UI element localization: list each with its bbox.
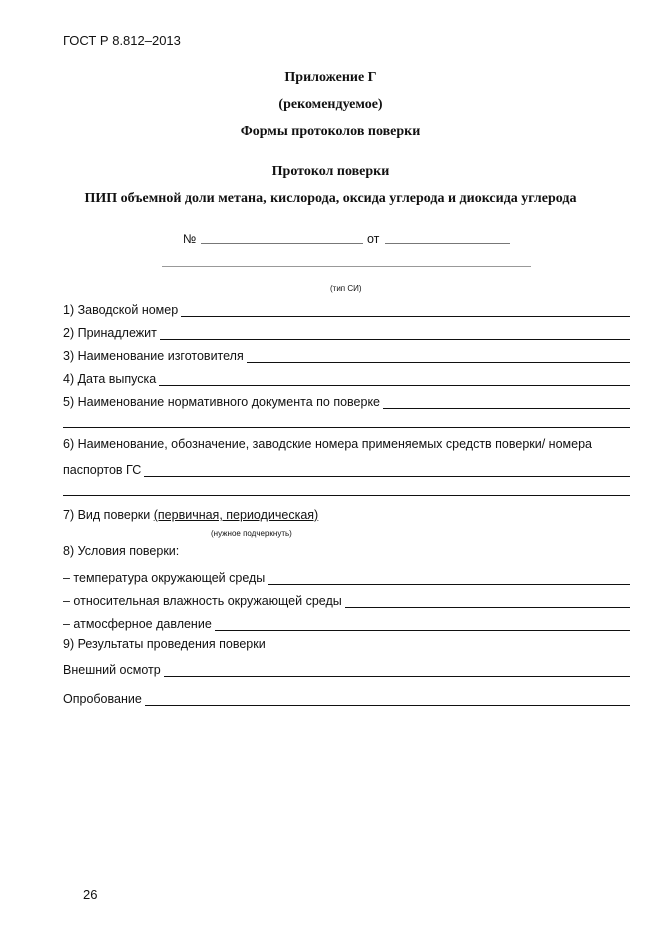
humidity-line[interactable] — [345, 594, 630, 608]
appendix-status: (рекомендуемое) — [278, 97, 383, 112]
manufacturer-line[interactable] — [247, 349, 630, 363]
owner-label: 2) Принадлежит — [63, 326, 157, 340]
page-number: 26 — [83, 887, 98, 902]
temperature-field[interactable] — [63, 567, 630, 585]
serial-number-label: 1) Заводской номер — [63, 303, 179, 317]
serial-number-line[interactable] — [181, 303, 630, 317]
instrument-type-caption: (тип СИ) — [330, 284, 362, 293]
number-label: № — [183, 232, 197, 246]
conditions-label: 8) Условия поверки: — [63, 544, 180, 558]
testing-field[interactable] — [63, 688, 630, 706]
pressure-field[interactable] — [63, 613, 630, 631]
date-field[interactable] — [385, 243, 510, 244]
pressure-label: – атмосферное давление — [63, 617, 212, 631]
owner-field[interactable] — [63, 322, 630, 340]
verification-kind-caption: (нужное подчеркнуть) — [211, 529, 292, 538]
instrument-type-field[interactable] — [162, 266, 531, 267]
manufacturer-label: 3) Наименование изготовителя — [63, 349, 244, 363]
norm-doc-line[interactable] — [383, 395, 630, 409]
gas-passports-field[interactable] — [63, 459, 630, 477]
protocol-title: Протокол поверки — [271, 164, 390, 179]
humidity-field[interactable] — [63, 590, 630, 608]
temperature-line[interactable] — [268, 571, 630, 585]
release-date-line[interactable] — [159, 372, 630, 386]
manufacturer-field[interactable] — [63, 345, 630, 363]
gas-passports-line[interactable] — [144, 463, 630, 477]
visual-inspection-field[interactable] — [63, 659, 630, 677]
release-date-field[interactable] — [63, 368, 630, 386]
release-date-label: 4) Дата выпуска — [63, 372, 157, 386]
gas-passports-label: паспортов ГС — [63, 463, 142, 477]
visual-inspection-label: Внешний осмотр — [63, 663, 161, 677]
number-field[interactable] — [201, 243, 363, 244]
testing-line[interactable] — [145, 692, 630, 706]
owner-line[interactable] — [160, 326, 630, 340]
testing-label: Опробование — [63, 692, 142, 706]
protocol-subject: ПИП объемной доли метана, кислорода, оксида углерода и диоксида углерода — [84, 191, 577, 206]
pressure-line[interactable] — [215, 617, 630, 631]
verification-kind — [63, 508, 318, 522]
verification-kind-label: 7) Вид поверки — [63, 508, 151, 522]
forms-title: Формы протоколов поверки — [240, 124, 421, 139]
norm-doc-label: 5) Наименование нормативного документа по поверке — [63, 395, 381, 409]
appendix-title: Приложение Г — [284, 70, 377, 85]
norm-doc-extra-line[interactable] — [63, 427, 630, 428]
document-code: ГОСТ Р 8.812–2013 — [63, 33, 181, 48]
date-label: от — [367, 232, 380, 246]
results-label: 9) Результаты проведения поверки — [63, 637, 266, 651]
norm-doc-field[interactable] — [63, 391, 630, 409]
verification-kind-options[interactable]: (первичная, периодическая) — [153, 508, 319, 522]
serial-number-field[interactable] — [63, 299, 630, 317]
verification-means-label: 6) Наименование, обозначение, заводские номера применяемых средств поверки/ номера — [63, 437, 592, 451]
visual-inspection-line[interactable] — [164, 663, 630, 677]
gas-passports-extra-line[interactable] — [63, 495, 630, 496]
humidity-label: – относительная влажность окружающей среды — [63, 594, 342, 608]
temperature-label: – температура окружающей среды — [63, 571, 266, 585]
